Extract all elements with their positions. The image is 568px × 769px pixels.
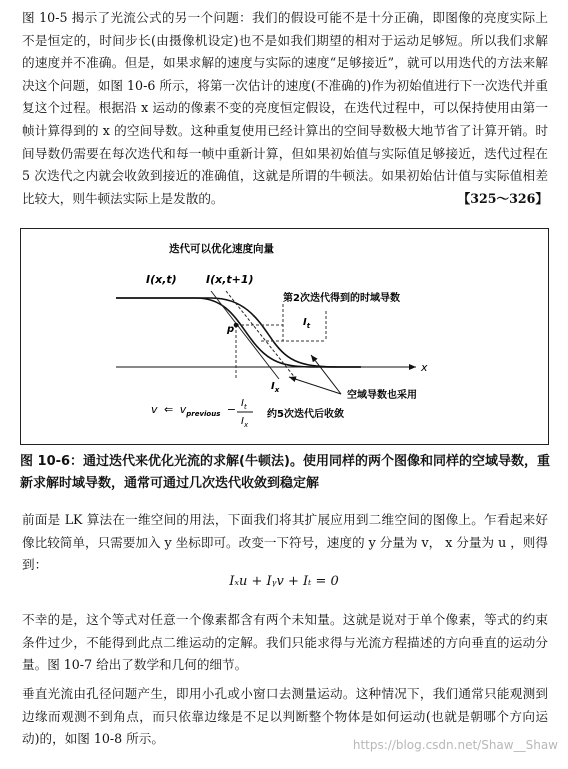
optical-flow-equation: Iₓu + Iᵧv + Iₜ = 0 — [229, 574, 339, 589]
formula-arrow: ⇐ — [164, 403, 174, 416]
curve-frame-t1 — [116, 298, 361, 367]
paragraph-1: 图 10-5 揭示了光流公式的另一个问题：我们的假设可能不是十分正确，即图像的亮度实际上不是恒定的，时间步长(由摄像机设定)也不是如我们期望的相对于运动足够短。所以我们求解的速度并不准确。但是，如果求解的速度与实际的速度“足够接近”，就可以用迭代的方法来解决这个问题，如图 10-6 所示，将第一次估计的速度(不准确的)作为初始值进行下一次迭代并重复这个过程。根据沿 x 运动的像素不变的亮度恒定假设，在迭代过程中，可以保持使用由第一帧计算得到的 x 的空间导数。这种重复使用已经计算出的空间导数极大地节省了计算开销。时间导数仍需要在每次迭代和每一帧中重新计算，但如果初始值与实际值足够接近，迭代过程在 5 次迭代之内就会收敛到接近的准确值，这就是所谓的牛顿法。如果初始估计值与实际值相差比较大，则牛顿法实际上是发散的。 【325～326】 — [22, 7, 548, 210]
curve-frame-t — [116, 298, 361, 367]
formula-v: v — [151, 403, 158, 416]
svg-text:It — [303, 317, 311, 330]
paragraph-4: 垂直光流由孔径问题产生，即用小孔或小窗口去测量运动。这种情况下，我们通常只能观测到边缘而观测不到角点，而只依靠边缘是不足以判断整个物体是如何运动(也就是朝哪个方向运动)的，如图 10-8 所示。 — [22, 686, 548, 747]
formula-denominator-sub: x — [243, 421, 249, 429]
label-It: I — [303, 317, 307, 328]
page-reference: 【325～326】 — [457, 190, 548, 206]
arrow-spatial-1 — [289, 377, 341, 394]
formula-numerator: I — [241, 398, 244, 409]
paragraph-3: 不幸的是，这个等式对任意一个像素都含有两个未知量。这就是说对于单个像素，等式的约束条件过少，不能得到此点二维运动的定解。我们只能求得与光流方程描述的方向垂直的运动分量。图 10-7 给出了数学和几何的细节。 — [22, 612, 548, 673]
annotation-temporal-derivative: 第2次迭代得到的时域导数 — [283, 293, 400, 304]
converge-note: 约5次迭代后收敛 — [267, 409, 344, 420]
label-I-x-t1: I(x,t+1) — [206, 273, 254, 286]
label-p: p — [227, 324, 235, 335]
watermark: https://blog.csdn.net/Shaw__Shaw — [352, 738, 558, 752]
annotation-spatial-derivative: 空域导数也采用 — [347, 390, 417, 401]
svg-text:It — [241, 398, 247, 411]
figure-title: 迭代可以优化速度向量 — [169, 243, 274, 255]
formula-prev-sub: previous — [186, 410, 221, 418]
svg-text:Ix — [241, 416, 249, 429]
svg-text:Ix — [271, 381, 280, 394]
label-I-x-t: I(x,t) — [146, 273, 177, 286]
label-It-sub: t — [306, 322, 311, 330]
formula-vprev: v — [179, 403, 187, 416]
paragraph-2: 前面是 LK 算法在一维空间的用法，下面我们将其扩展应用到二维空间的图像上。乍看起来好像比较简单，只需要加入 y 坐标即可。改变一下符号，速度的 y 分量为 v， x 分量为 u ，则得到： — [22, 512, 548, 573]
point-p — [234, 323, 239, 328]
label-Ix: I — [271, 381, 275, 392]
label-Ix-sub: x — [274, 386, 280, 394]
arrow-spatial-2 — [311, 355, 341, 394]
figure-diagram — [21, 229, 548, 444]
formula-denominator: I — [241, 416, 244, 427]
figure-caption: 图 10-6：通过迭代来优化光流的求解(牛顿法)。使用同样的两个图像和同样的空域导数，重新求解时域导数，通常可通过几次迭代收敛到稳定解 — [20, 454, 550, 491]
svg-text:v ⇐ vprevious — [151, 403, 236, 419]
x-axis-label: x — [421, 361, 428, 374]
formula-numerator-sub: t — [243, 403, 247, 411]
formula-minus: − — [226, 403, 237, 416]
figure-10-6 — [20, 228, 549, 445]
